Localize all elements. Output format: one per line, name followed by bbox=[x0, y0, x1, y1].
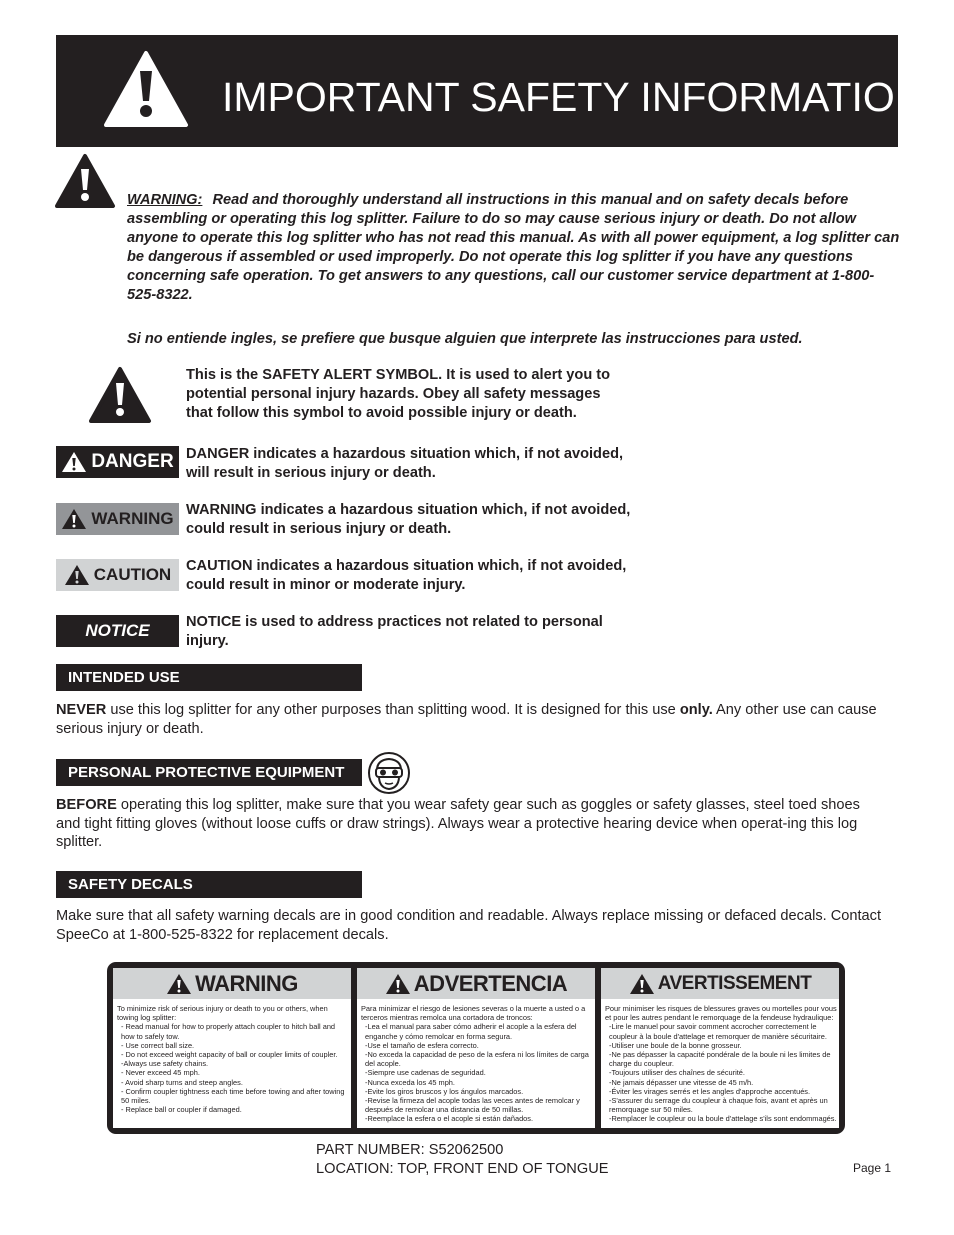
safety-alert-line: This is the SAFETY ALERT SYMBOL. It is used to alert you to bbox=[186, 367, 611, 383]
decal-panel-avertissement bbox=[601, 968, 839, 1128]
ppe-text bbox=[56, 796, 886, 852]
ppe-lead: BEFORE bbox=[56, 797, 117, 813]
intended-use-emphasis: only. bbox=[679, 702, 713, 718]
decal-line: -S'assurer du serrage du coupleur à chaque fois, avant et après un remorquage sur 50 miles. bbox=[609, 1096, 828, 1115]
decal-panel-header bbox=[357, 968, 595, 999]
safety-decals-text: Make sure that all safety warning decals are in good condition and readable. Always replace missing or defaced decals. Contact SpeeCo at 1-800-525-8322 for replacement decals. bbox=[56, 908, 882, 943]
danger-badge bbox=[56, 446, 179, 478]
decal-line: -Use el tamaño de esfera correcto. bbox=[365, 1040, 479, 1050]
tow-warning-decal bbox=[107, 962, 845, 1134]
decal-line: - Do not exceed weight capacity of ball or coupler limits of coupler. bbox=[121, 1050, 338, 1060]
decal-line: -Siempre use cadenas de seguridad. bbox=[365, 1068, 486, 1078]
decal-panel-body bbox=[361, 1004, 593, 1124]
decal-line: -Nunca exceda los 45 mph. bbox=[365, 1077, 455, 1087]
safety-goggles-icon bbox=[367, 751, 411, 795]
decal-location: LOCATION: TOP, FRONT END OF TONGUE bbox=[316, 1161, 609, 1177]
danger-line: DANGER indicates a hazardous situation which, if not avoided, bbox=[186, 446, 624, 462]
banner-title: IMPORTANT SAFETY INFORMATION bbox=[222, 74, 925, 120]
notice-badge-label: NOTICE bbox=[85, 621, 150, 640]
warning-triangle-icon bbox=[61, 451, 87, 473]
warning-label: WARNING: bbox=[127, 192, 203, 208]
caution-badge-label: CAUTION bbox=[93, 565, 172, 584]
ppe-body: operating this log splitter, make sure that you wear safety gear such as goggles or safety glasses, steel toed shoes and tight fitting gloves (without loose cuffs or draw strings). Always wear a protective hearing device when operat-ing this log splitter. bbox=[56, 797, 860, 850]
spanish-notice: Si no entiende ingles, se prefiere que busque alguien que interprete las instrucciones para usted. bbox=[127, 331, 803, 347]
notice-badge bbox=[56, 615, 179, 647]
warning-triangle-icon bbox=[103, 49, 189, 129]
intended-use-heading: INTENDED USE bbox=[56, 664, 362, 691]
warning-triangle-icon bbox=[54, 153, 116, 209]
safety-decals-heading: SAFETY DECALS bbox=[56, 871, 362, 898]
decal-panel-body bbox=[605, 1004, 837, 1124]
intended-use-text bbox=[56, 701, 906, 738]
decal-line: - Confirm coupler tightness each time before towing and after towing 50 miles. bbox=[121, 1086, 345, 1106]
warning-paragraph bbox=[127, 191, 902, 305]
safety-alert-line: that follow this symbol to avoid possible injury or death. bbox=[186, 405, 577, 421]
notice-line: injury. bbox=[186, 633, 229, 649]
decal-panel-advertencia bbox=[357, 968, 595, 1128]
decal-panel-warning bbox=[113, 968, 351, 1128]
warning-triangle-icon bbox=[385, 973, 411, 995]
decal-line: - Use correct ball size. bbox=[121, 1040, 195, 1050]
decal-line: - Read manual for how to properly attach coupler to hitch ball and how to safely tow. bbox=[121, 1022, 336, 1041]
decal-line: -Revise la firmeza del acople todas las veces antes de remolcar y después de remolcar una distancia de 50 millas. bbox=[365, 1096, 580, 1115]
decal-line: - Replace ball or coupler if damaged. bbox=[121, 1105, 242, 1115]
warning-description bbox=[186, 501, 676, 539]
safety-alert-line: potential personal injury hazards. Obey all safety messages bbox=[186, 386, 601, 402]
warning-triangle-icon bbox=[64, 564, 90, 586]
decal-panel-body bbox=[117, 1004, 349, 1114]
intended-use-body: use this log splitter for any other purposes than splitting wood. It is designed for this use bbox=[106, 702, 680, 718]
decal-line: - Never exceed 45 mph. bbox=[121, 1068, 200, 1078]
decal-panel-header bbox=[113, 968, 351, 999]
warning-triangle-icon bbox=[629, 973, 655, 995]
intended-use-lead: NEVER bbox=[56, 702, 107, 718]
decal-line: -Remplacer le coupleur ou la boule d'attelage s'ils sont endommagés. bbox=[609, 1114, 837, 1124]
decal-line: -Lire le manuel pour savoir comment accrocher correctement le coupleur à la boule d'attelage et remorquer de manière sécuritaire. bbox=[609, 1022, 827, 1041]
decal-line: -Ne pas dépasser la capacité pondérale de la boule ni les limites de charge du coupleur. bbox=[609, 1050, 831, 1069]
notice-line: NOTICE is used to address practices not related to personal bbox=[186, 614, 603, 630]
warning-badge-label: WARNING bbox=[91, 509, 174, 528]
warning-text: Read and thoroughly understand all instructions in this manual and on safety decals before assembling or operating this log splitter. Failure to do so may cause serious injury or death. Do not allow anyone to operate this log splitter who has not read this manual. As with all power equipment, a log splitter can be dangerous if assembled or used improperly. Do not operate this log splitter if you have any questions concerning safe operation. To get answers to any questions, call our customer service department at 1-800-525-8322. bbox=[127, 192, 900, 303]
warning-triangle-icon bbox=[61, 508, 87, 530]
decal-line: -Ne jamais dépasser une vitesse de 45 m/h. bbox=[609, 1077, 754, 1087]
ppe-heading: PERSONAL PROTECTIVE EQUIPMENT bbox=[56, 759, 362, 786]
decal-line: Para minimizar el riesgo de lesiones severas o la muerte a usted o a terceros mientras remolca una cortadora de troncos: bbox=[361, 1004, 586, 1023]
decal-panel-title: AVERTISSEMENT bbox=[657, 972, 812, 994]
decal-line: -Reemplace la esfera o el acople si están dañados. bbox=[365, 1114, 534, 1124]
warning-line: WARNING indicates a hazardous situation which, if not avoided, bbox=[186, 502, 631, 518]
warning-triangle-icon bbox=[166, 973, 192, 995]
part-number: PART NUMBER: S52062500 bbox=[316, 1142, 504, 1158]
decal-line: - Avoid sharp turns and steep angles. bbox=[121, 1077, 243, 1087]
caution-line: could result in minor or moderate injury. bbox=[186, 577, 466, 593]
caution-line: CAUTION indicates a hazardous situation which, if not avoided, bbox=[186, 558, 627, 574]
decal-line: -Always use safety chains. bbox=[121, 1059, 209, 1069]
danger-line: will result in serious injury or death. bbox=[186, 465, 436, 481]
decal-panel-title: ADVERTENCIA bbox=[413, 970, 568, 996]
page-number: Page 1 bbox=[853, 1161, 892, 1175]
decal-line: -Éviter les virages serrés et les angles d'approche accentués. bbox=[609, 1086, 811, 1096]
warning-line: could result in serious injury or death. bbox=[186, 521, 452, 537]
decal-line: -Toujours utiliser des chaînes de sécurité. bbox=[609, 1068, 745, 1078]
decal-line: -Evite los giros bruscos y los ángulos marcados. bbox=[365, 1086, 524, 1096]
decal-line: -Lea el manual para saber cómo adherir el acople a la esfera del enganche y cómo remolcar en forma segura. bbox=[365, 1022, 577, 1041]
caution-description bbox=[186, 557, 676, 595]
decal-panel-title: WARNING bbox=[195, 970, 298, 996]
safety-alert-symbol-icon bbox=[88, 366, 152, 424]
safety-alert-description bbox=[186, 366, 656, 423]
danger-badge-label: DANGER bbox=[91, 451, 174, 472]
decal-line: -Utiliser une boule de la bonne grosseur. bbox=[609, 1040, 742, 1050]
decal-line: To minimize risk of serious injury or death to you or others, when towing log splitter: bbox=[117, 1004, 328, 1023]
notice-description bbox=[186, 613, 676, 651]
decal-line: Pour minimiser les risques de blessures graves ou mortelles pour vous et pour les autres pendant le remorquage de la fendeuse hydraulique: bbox=[605, 1004, 837, 1023]
part-info bbox=[316, 1141, 608, 1179]
decal-line: -No exceda la capacidad de peso de la esfera ni los límites de carga del acople. bbox=[365, 1050, 589, 1069]
danger-description bbox=[186, 445, 676, 483]
decal-panel-header bbox=[601, 968, 839, 999]
intended-use-body: Any other use can cause serious injury or death. bbox=[56, 702, 877, 737]
caution-badge bbox=[56, 559, 179, 591]
warning-badge bbox=[56, 503, 179, 535]
